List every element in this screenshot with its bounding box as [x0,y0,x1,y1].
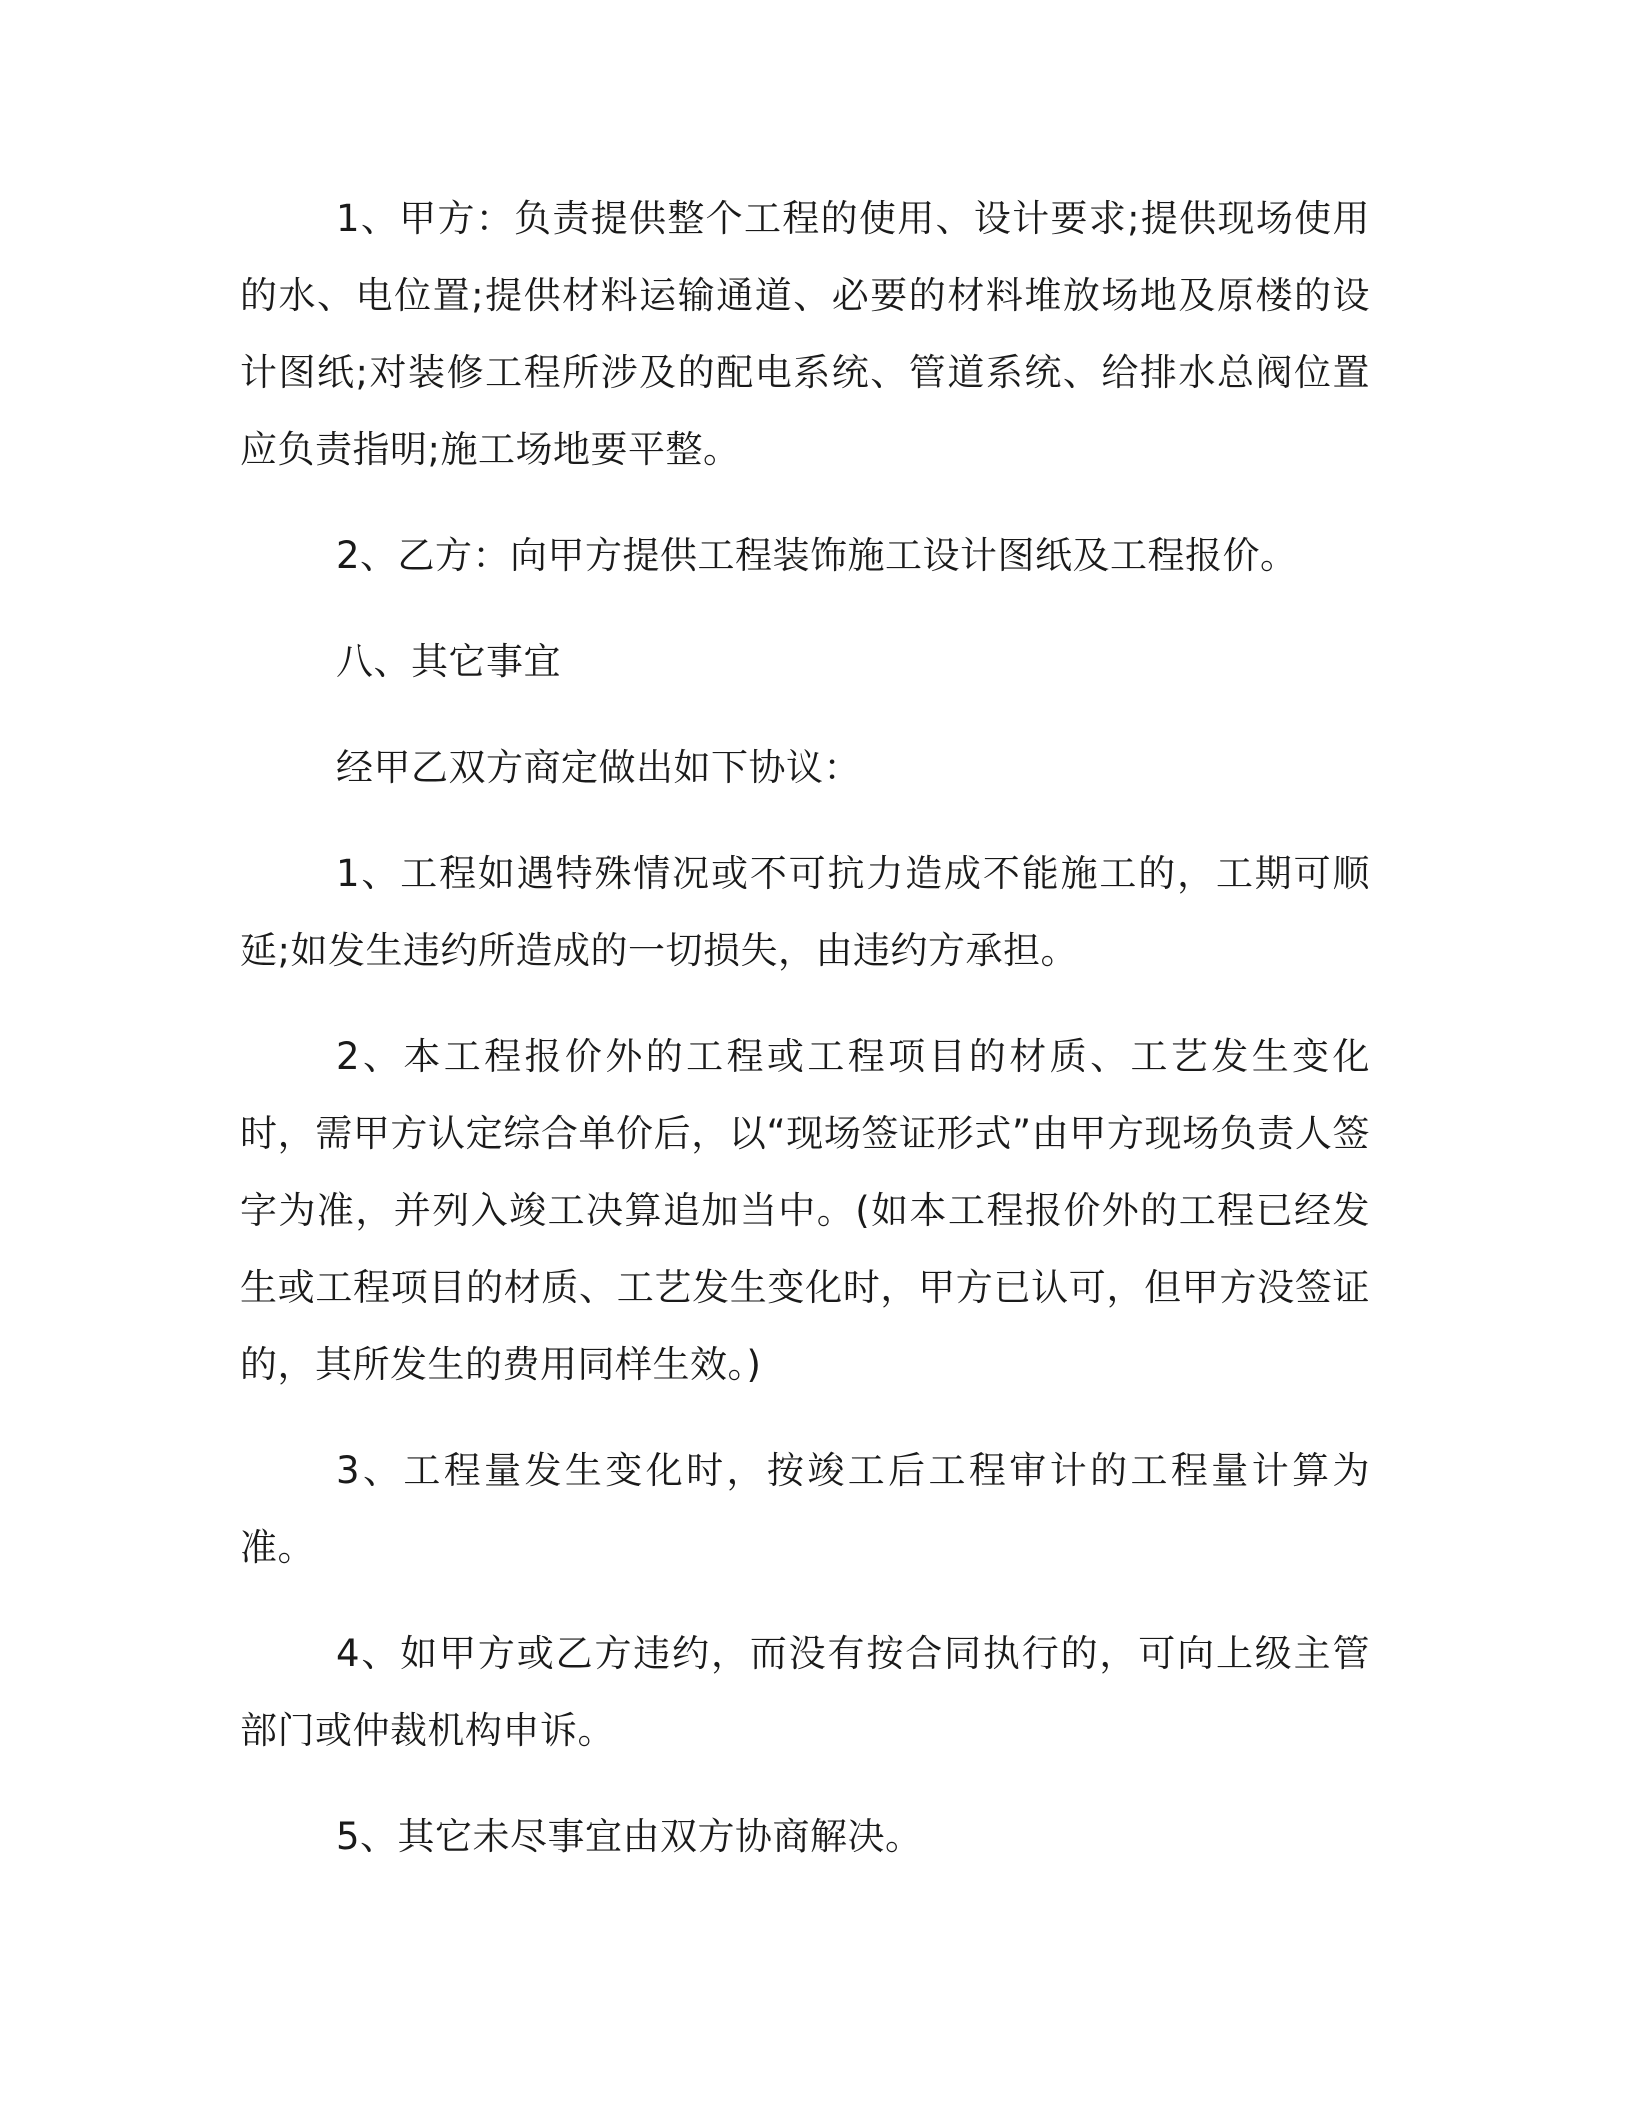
clause-2-scope-changes: 2、本工程报价外的工程或工程项目的材质、工艺发生变化时，需甲方认定综合单价后，以“现场签证形式”由甲方现场负责人签字为准，并列入竣工决算追加当中。(如本工程报价外的工程已经发生或工程项目的材质、工艺发生变化时，甲方已认可，但甲方没签证的，其所发生的费用同样生效。) [240,1035,1370,1386]
paragraph-party-b-duties: 2、乙方：向甲方提供工程装饰施工设计图纸及工程报价。 [336,534,1298,577]
paragraph-agreement-intro: 经甲乙双方商定做出如下协议： [336,746,861,789]
document-body [240,180,1370,1904]
paragraph-party-a-duties: 1、甲方：负责提供整个工程的使用、设计要求;提供现场使用的水、电位置;提供材料运输通道、必要的材料堆放场地及原楼的设计图纸;对装修工程所涉及的配电系统、管道系统、给排水总阀位置应负责指明;施工场地要平整。 [240,197,1370,471]
clause-4-breach: 4、如甲方或乙方违约，而没有按合同执行的，可向上级主管部门或仲裁机构申诉。 [240,1632,1370,1752]
clause-1-force-majeure: 1、工程如遇特殊情况或不可抗力造成不能施工的，工期可顺延;如发生违约所造成的一切损失，由违约方承担。 [240,852,1370,972]
section-heading-other-matters: 八、其它事宜 [336,640,561,683]
clause-5-other-matters: 5、其它未尽事宜由双方协商解决。 [336,1815,923,1858]
clause-3-quantity-changes: 3、工程量发生变化时，按竣工后工程审计的工程量计算为准。 [240,1449,1370,1569]
